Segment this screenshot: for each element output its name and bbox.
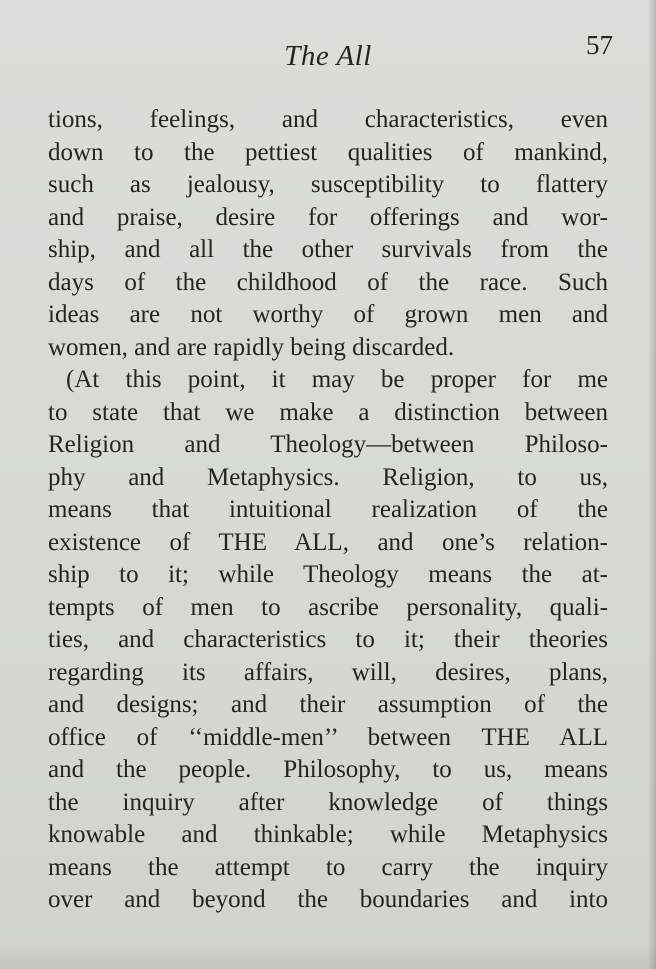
text-line: ship, and all the other survivals from the [48,236,608,263]
body-text [48,104,608,917]
text-line: to state that we make a distinction between [48,398,608,426]
text-line: (At this point, it may be proper for me [66,366,608,393]
text-line: tions, feelings, and characteristics, even [48,106,608,133]
text-line: existence of THE ALL, and one’s relation- [48,528,608,556]
text-line: Religion and Theology—between Philoso- [48,431,608,458]
text-line: office of ‘‘middle-men’’ between THE ALL [48,723,608,751]
text-line: days of the childhood of the race. Such [48,268,608,296]
text-line: ideas are not worthy of grown men and [48,301,608,328]
page-number: 57 [586,30,613,60]
text-line: means that intuitional realization of the [48,496,608,523]
text-line: means the attempt to carry the inquiry [48,853,608,881]
text-line: and the people. Philosophy, to us, means [48,756,608,783]
text-line: tempts of men to ascribe personality, quali- [48,593,608,621]
text-line: such as jealousy, susceptibility to flattery [48,171,608,198]
text-line: ship to it; while Theology means the at- [48,561,608,588]
text-line: and praise, desire for offerings and wor- [48,203,608,231]
text-line: women, and are rapidly being discarded. [48,333,455,361]
text-line: over and beyond the boundaries and into [48,886,608,913]
page-bottom-shadow [0,943,656,969]
text-line: and designs; and their assumption of the [48,691,608,718]
text-line: regarding its affairs, will, desires, plans, [48,658,608,686]
text-line: ties, and characteristics to it; their theories [48,626,608,653]
text-line: knowable and thinkable; while Metaphysics [48,821,608,848]
running-title: The All [284,40,372,72]
text-line: the inquiry after knowledge of things [48,788,608,816]
text-line: phy and Metaphysics. Religion, to us, [48,463,608,491]
text-line: down to the pettiest qualities of mankind, [48,138,608,166]
page-edge-shadow [648,0,656,969]
